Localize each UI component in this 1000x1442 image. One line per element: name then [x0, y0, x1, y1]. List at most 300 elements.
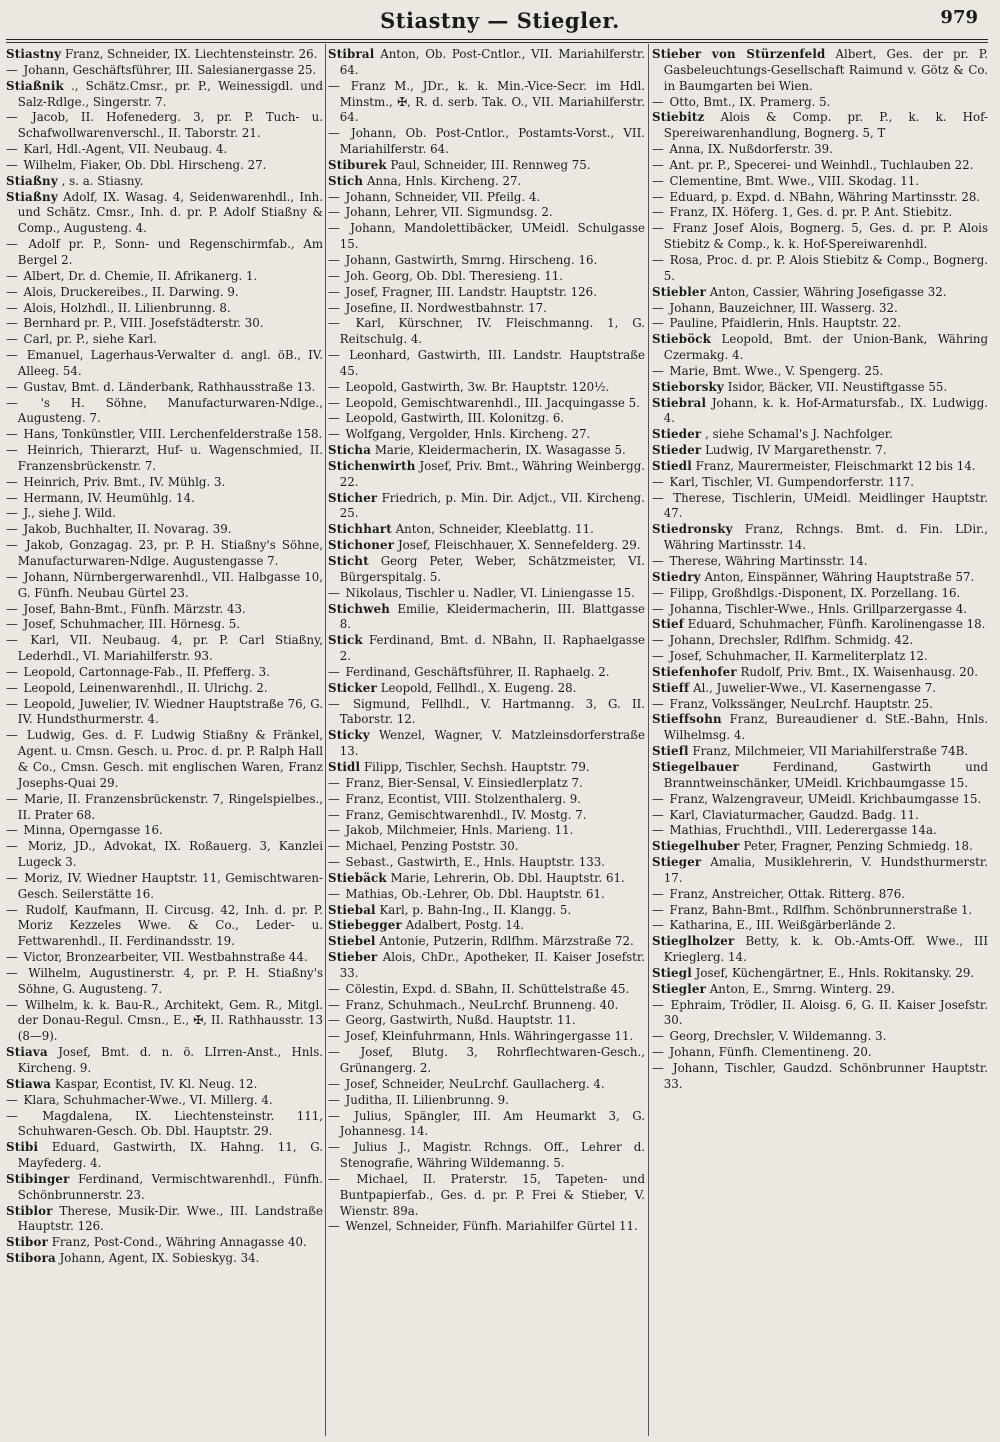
directory-entry [6, 110, 323, 142]
continuation-dash: — [328, 696, 340, 711]
entry-text: Karl, Tischler, VI. Gumpendorferstr. 117. [669, 474, 915, 489]
directory-entry [328, 158, 645, 174]
entry-text: Leopold, Fellhdl., X. Eugeng. 28. [380, 680, 577, 695]
directory-entry [328, 427, 645, 443]
entry-text: Mathias, Ob.-Lehrer, Ob. Dbl. Hauptstr. 61. [345, 886, 605, 901]
continuation-dash: — [6, 823, 18, 838]
entry-text: Rudolf, Kaufmann, II. Circusg. 42, Inh. d. pr. P. Moriz Kezzeles Wwe. & Co., Leder- u. Fettwarenhdl., II. Ferdinandsstr. 19. [17, 902, 323, 949]
directory-entry [6, 538, 323, 570]
entry-text: Joh. Georg, Ob. Dbl. Theresieng. 11. [345, 268, 563, 283]
entry-text: Kaspar, Econtist, IV. Kl. Neug. 12. [54, 1076, 258, 1091]
entry-text: Franz, Anstreicher, Ottak. Ritterg. 876. [669, 886, 905, 901]
continuation-dash: — [328, 316, 340, 331]
entry-surname: Stiebäck [328, 870, 387, 885]
entry-surname: Stiebral [652, 395, 707, 410]
directory-entry [6, 427, 323, 443]
directory-entry [6, 1172, 323, 1204]
continuation-dash: — [328, 886, 340, 901]
directory-entry [652, 823, 988, 839]
continuation-dash: — [6, 633, 18, 648]
directory-entry [652, 760, 988, 792]
continuation-dash: — [652, 221, 664, 236]
directory-entry [328, 998, 645, 1014]
entry-text: Josef, Schuhmacher, II. Karmeliterplatz 12. [669, 649, 928, 664]
directory-entry [328, 1013, 645, 1029]
entry-text: Johann, Gastwirth, Smrng. Hirscheng. 16. [345, 252, 598, 267]
entry-surname: Stiegl [652, 965, 692, 980]
directory-entry [6, 1109, 323, 1141]
continuation-dash: — [328, 1029, 340, 1044]
entry-text: Franz, Schuhmach., NeuLrchf. Brunneng. 40. [345, 997, 619, 1012]
entry-text: Amalia, Musiklehrerin, V. Hundsthurmerstr. 17. [663, 855, 988, 885]
entry-text: Franz, Bahn-Bmt., Rdlfhm. Schönbrunnerstraße 1. [669, 902, 973, 917]
directory-entry [6, 1077, 323, 1093]
continuation-dash: — [328, 981, 340, 996]
entry-text: Adolf, IX. Wasag. 4, Seidenwarenhdl., Inh. und Schätz. Cmsr., Inh. d. pr. P. Adolf Stiaßny & Comp., Augusteng. 4. [17, 189, 323, 236]
entry-surname: Stiaßny [6, 173, 58, 188]
continuation-dash: — [328, 395, 340, 410]
entry-text: Filipp, Tischler, Sechsh. Hauptstr. 79. [363, 759, 590, 774]
directory-entry [6, 966, 323, 998]
entry-surname: Stiburek [328, 157, 387, 172]
directory-entry [328, 982, 645, 998]
entry-text: Paul, Schneider, III. Rennweg 75. [390, 157, 591, 172]
directory-entry [328, 1045, 645, 1077]
entry-text: Therese, Währing Martinsstr. 14. [669, 554, 868, 568]
directory-entry [328, 602, 645, 634]
entry-surname: Stibral [328, 47, 375, 61]
directory-entry [328, 411, 645, 427]
directory-entry [328, 934, 645, 950]
entry-text: Johann, Bauzeichner, III. Wasserg. 32. [669, 300, 898, 315]
page-header [0, 4, 1000, 38]
entry-text: Leopold, Leinenwarenhdl., II. Ulrichg. 2. [23, 680, 268, 695]
entry-text: Anton, E., Smrng. Winterg. 29. [709, 981, 895, 996]
directory-entry [328, 633, 645, 665]
continuation-dash: — [6, 791, 18, 806]
continuation-dash: — [328, 221, 340, 236]
continuation-dash: — [652, 1045, 664, 1060]
continuation-dash: — [6, 474, 18, 489]
directory-entry [652, 190, 988, 206]
continuation-dash: — [328, 205, 340, 220]
entry-surname: Stiaßnik [6, 78, 64, 93]
continuation-dash: — [328, 252, 340, 267]
directory-entry [328, 47, 645, 79]
entry-surname: Stieder [652, 443, 702, 458]
directory-entry [328, 871, 645, 887]
entry-text: Josef, Fragner, III. Landstr. Hauptstr. 126. [345, 284, 597, 299]
entry-text: Ludwig, IV Margarethenstr. 7. [705, 443, 887, 458]
entry-text: Gustav, Bmt. d. Länderbank, Rathhausstraße 13. [23, 379, 316, 394]
continuation-dash: — [6, 284, 18, 299]
entry-text: Leopold, Juwelier, IV. Wiedner Hauptstraße 76, G. IV. Hundsthurmerstr. 4. [17, 696, 323, 727]
directory-entry [6, 47, 323, 63]
entry-text: Josef, Priv. Bmt., Währing Weinbergg. 22. [339, 458, 645, 489]
continuation-dash: — [6, 300, 18, 315]
continuation-dash: — [328, 411, 340, 426]
entry-text: Ferdinand, Vermischtwarenhdl., Fünfh. Schönbrunnerstr. 23. [17, 1171, 323, 1202]
continuation-dash: — [328, 775, 340, 790]
directory-entry [328, 1077, 645, 1093]
directory-entry [6, 348, 323, 380]
column-1 [6, 47, 323, 1438]
directory-entry [328, 697, 645, 729]
continuation-dash: — [328, 427, 340, 442]
directory-entry [6, 443, 323, 475]
directory-entry [328, 316, 645, 348]
entry-text: Franz, Post-Cond., Währing Annagasse 40. [51, 1235, 307, 1250]
directory-entry [6, 491, 323, 507]
continuation-dash: — [328, 78, 340, 93]
directory-entry [328, 586, 645, 602]
directory-entry [652, 427, 988, 443]
entry-text: Michael, II. Praterstr. 15, Tapeten- und Buntpapierfab., Ges. d. pr. P. Frei & Stieber, V. Wienstr. 89a. [339, 1171, 645, 1218]
directory-entry [652, 301, 988, 317]
entry-text: Jakob, Buchhalter, II. Novarag. 39. [23, 522, 232, 537]
entry-text: Bernhard pr. P., VIII. Josefstädterstr. 30. [23, 316, 264, 331]
continuation-dash: — [6, 395, 18, 410]
directory-entry [6, 174, 323, 190]
continuation-dash: — [6, 965, 18, 980]
entry-text: Heinrich, Priv. Bmt., IV. Mühlg. 3. [23, 474, 226, 489]
entry-surname: Stich [328, 173, 364, 188]
directory-entry [328, 269, 645, 285]
entry-text: Leopold, Gastwirth, 3w. Br. Hauptstr. 120½. [345, 379, 610, 394]
continuation-dash: — [328, 1092, 340, 1107]
continuation-dash: — [652, 696, 664, 711]
continuation-dash: — [328, 1219, 340, 1234]
entry-text: Ferdinand, Bmt. d. NBahn, II. Raphaelgasse 2. [339, 633, 645, 664]
directory-entry [6, 63, 323, 79]
entry-surname: Stiastny [6, 47, 62, 61]
column-divider [325, 44, 326, 1436]
directory-entry [652, 697, 988, 713]
entry-text: Anton, Schneider, Kleeblattg. 11. [395, 522, 594, 537]
directory-entry [6, 506, 323, 522]
entry-text: Karl, Kürschner, IV. Fleischmanng. 1, G. Reitschulg. 4. [339, 316, 645, 347]
continuation-dash: — [328, 189, 340, 204]
entry-text: Eduard, Gastwirth, IX. Hahng. 11, G. Mayfederg. 4. [17, 1140, 323, 1171]
directory-entry [328, 126, 645, 158]
entry-text: Johann, Ob. Post-Cntlor., Postamts-Vorst., VII. Mariahilferstr. 64. [339, 126, 645, 157]
entry-text: Rudolf, Priv. Bmt., IX. Waisenhausg. 20. [740, 664, 979, 679]
directory-entry [328, 396, 645, 412]
entry-text: Victor, Bronzearbeiter, VII. Westbahnstraße 44. [23, 950, 308, 965]
directory-entry [6, 1204, 323, 1236]
entry-surname: Stibora [6, 1251, 56, 1266]
continuation-dash: — [652, 1029, 664, 1044]
continuation-dash: — [328, 585, 340, 600]
entry-text: Leonhard, Gastwirth, III. Landstr. Hauptstraße 45. [339, 348, 645, 378]
entry-text: Friedrich, p. Min. Dir. Adjct., VII. Kircheng. 25. [339, 490, 645, 521]
directory-entry [6, 1235, 323, 1251]
entry-surname: Sticky [328, 728, 370, 743]
entry-text: Alois, ChDr., Apotheker, II. Kaiser Josefstr. 33. [339, 950, 645, 980]
directory-entry [652, 744, 988, 760]
entry-text: Ant. pr. P., Specerei- und Weinhdl., Tuchlauben 22. [669, 157, 974, 172]
entry-surname: Stibinger [6, 1171, 70, 1186]
continuation-dash: — [328, 807, 340, 822]
directory-entry [652, 903, 988, 919]
directory-entry [6, 396, 323, 428]
directory-entry [6, 792, 323, 824]
continuation-dash: — [6, 443, 18, 458]
entry-surname: Stieger [652, 855, 702, 870]
directory-entry [328, 522, 645, 538]
entry-surname: Stiebal [328, 902, 376, 917]
entry-surname: Stief [652, 617, 685, 632]
continuation-dash: — [328, 1045, 340, 1060]
entry-text: Josef, Bmt. d. n. ö. LIrren-Anst., Hnls. Kircheng. 9. [17, 1045, 323, 1075]
entry-text: ., Schätz.Cmsr., pr. P., Weinessigdl. und Salz-Rdlge., Singerstr. 7. [17, 78, 323, 109]
directory-entry [652, 285, 988, 301]
entry-text: Anna, Hnls. Kircheng. 27. [366, 173, 522, 188]
directory-entry [328, 1029, 645, 1045]
entry-text: Franz, Milchmeier, VII Mariahilferstraße 74B. [692, 744, 969, 759]
entry-text: Johann, Geschäftsführer, III. Salesianergasse 25. [23, 62, 317, 77]
continuation-dash: — [6, 1092, 18, 1107]
entry-surname: Stiegler [652, 981, 707, 996]
entry-surname: Stiegelhuber [652, 839, 740, 854]
continuation-dash: — [652, 601, 664, 616]
directory-entry [652, 855, 988, 887]
continuation-dash: — [652, 300, 664, 315]
continuation-dash: — [652, 94, 664, 109]
entry-text: Josef, Schneider, NeuLrchf. Gaullacherg. 4. [345, 1076, 605, 1091]
continuation-dash: — [6, 839, 18, 854]
entry-text: Ferdinand, Geschäftsführer, II. Raphaelg. 2. [345, 664, 610, 679]
entry-text: Johann, Schneider, VII. Pfeilg. 4. [345, 189, 541, 204]
directory-entry [6, 839, 323, 871]
entry-text: Peter, Fragner, Penzing Schmiedg. 18. [743, 839, 973, 854]
directory-entry [6, 728, 323, 791]
directory-entry [652, 602, 988, 618]
directory-entry [328, 808, 645, 824]
continuation-dash: — [652, 918, 664, 933]
entry-surname: Sticha [328, 443, 372, 458]
continuation-dash: — [652, 490, 664, 505]
continuation-dash: — [328, 855, 340, 870]
entry-text: Jakob, Milchmeier, Hnls. Marieng. 11. [345, 823, 574, 838]
continuation-dash: — [6, 538, 18, 553]
directory-entry [6, 237, 323, 269]
directory-entry [652, 110, 988, 142]
entry-text: Jacob, II. Hofenederg. 3, pr. P. Tuch- u. Schafwollwarenverschl., II. Taborstr. 21. [17, 110, 323, 141]
entry-text: Alois & Comp. pr. P., k. k. Hof-Spereiwarenhandlung, Bognerg. 5, T [663, 110, 988, 141]
entry-surname: Stieber [328, 950, 378, 965]
entry-surname: Stichenwirth [328, 458, 416, 473]
continuation-dash: — [652, 363, 664, 378]
entry-surname: Stieffsohn [652, 712, 722, 727]
directory-entry [328, 728, 645, 760]
entry-text: Josef, Blutg. 3, Rohrflechtwaren-Gesch., Grünangerg. 2. [339, 1045, 645, 1075]
continuation-dash: — [328, 1140, 340, 1155]
directory-entry [328, 538, 645, 554]
directory-entry [652, 617, 988, 633]
continuation-dash: — [6, 142, 18, 157]
continuation-dash: — [652, 649, 664, 664]
entry-text: Karl, p. Bahn-Ing., II. Klangg. 5. [379, 902, 572, 917]
entry-text: Franz, IX. Höferg. 1, Ges. d. pr. P. Ant. Stiebitz. [669, 205, 953, 220]
continuation-dash: — [6, 1108, 18, 1123]
directory-entry [6, 285, 323, 301]
entry-text: Georg, Drechsler, V. Wildemanng. 3. [669, 1029, 887, 1044]
directory-entry [6, 1140, 323, 1172]
continuation-dash: — [328, 1108, 340, 1123]
entry-surname: Sticht [328, 554, 369, 568]
continuation-dash: — [6, 680, 18, 695]
entry-text: Marie, Kleidermacherin, IX. Wasagasse 5. [374, 443, 626, 458]
continuation-dash: — [6, 268, 18, 283]
entry-text: Johann, Nürnbergerwarenhdl., VII. Halbgasse 10, G. Fünfh. Neubau Gürtel 23. [17, 569, 323, 600]
entry-text: Heinrich, Thierarzt, Huf- u. Wagenschmied, II. Franzensbrückenstr. 7. [17, 443, 323, 473]
directory-entry [328, 491, 645, 523]
directory-entry [328, 348, 645, 380]
continuation-dash: — [6, 950, 18, 965]
entry-text: Wilhelm, Fiaker, Ob. Dbl. Hirscheng. 27. [23, 157, 267, 172]
continuation-dash: — [6, 110, 18, 125]
entry-text: Albert, Ges. der pr. P. Gasbeleuchtungs-Gesellschaft Raimund v. Götz & Co. in Baumgarten bei Wien. [663, 47, 988, 93]
entry-surname: Stiebegger [328, 918, 402, 933]
entry-text: , siehe Schamal's J. Nachfolger. [705, 427, 893, 442]
entry-surname: Stiava [6, 1045, 48, 1060]
directory-entry [6, 697, 323, 729]
continuation-dash: — [6, 379, 18, 394]
entry-text: Rosa, Proc. d. pr. P. Alois Stiebitz & Comp., Bognerg. 5. [663, 252, 988, 283]
directory-entry [6, 1251, 323, 1267]
directory-entry [328, 554, 645, 586]
directory-entry [652, 554, 988, 570]
directory-entry [6, 998, 323, 1046]
entry-text: Franz, Gemischtwarenhdl., IV. Mostg. 7. [345, 807, 587, 822]
continuation-dash: — [328, 300, 340, 315]
entry-text: Ludwig, Ges. d. F. Ludwig Stiaßny & Fränkel, Agent. u. Cmsn. Gesch. u. Proc. d. pr. P. Ralph Hall & Co., Cmsn. Gesch. mit englischen Waren, Franz Josephs-Quai 29. [17, 728, 323, 790]
header-rule-thin [6, 42, 988, 43]
continuation-dash: — [652, 142, 664, 157]
entry-text: Johann, k. k. Hof-Armatursfab., IX. Ludwigg. 4. [663, 395, 988, 426]
entry-text: Anna, IX. Nußdorferstr. 39. [669, 142, 833, 157]
directory-entry [328, 1219, 645, 1235]
entry-text: Leopold, Bmt. der Union-Bank, Währing Czermakg. 4. [663, 332, 988, 363]
entry-text: Franz, Rchngs. Bmt. d. Fin. LDir., Währing Martinsstr. 14. [663, 522, 988, 553]
continuation-dash: — [328, 379, 340, 394]
entry-text: Therese, Musik-Dir. Wwe., III. Landstraße Hauptstr. 126. [17, 1203, 323, 1234]
continuation-dash: — [652, 791, 664, 806]
directory-entry [652, 47, 988, 95]
continuation-dash: — [652, 474, 664, 489]
directory-entry [652, 681, 988, 697]
entry-surname: Stieböck [652, 332, 712, 347]
continuation-dash: — [6, 237, 18, 252]
entry-text: Ephraim, Trödler, II. Aloisg. 6, G. II. Kaiser Josefstr. 30. [663, 997, 988, 1028]
entry-text: Michael, Penzing Poststr. 30. [345, 839, 519, 854]
directory-entry [652, 174, 988, 190]
continuation-dash: — [6, 157, 18, 172]
entry-text: Karl, VII. Neubaug. 4, pr. P. Carl Stiaßny, Lederhdl., VI. Mariahilferstr. 93. [17, 633, 323, 664]
entry-text: Johann, Lehrer, VII. Sigmundsg. 2. [345, 205, 553, 220]
directory-entry [652, 982, 988, 998]
entry-text: Johann, Agent, IX. Sobieskyg. 34. [59, 1251, 260, 1266]
directory-entry [652, 380, 988, 396]
directory-entry [328, 79, 645, 127]
continuation-dash: — [328, 284, 340, 299]
entry-text: Marie, Lehrerin, Ob. Dbl. Hauptstr. 61. [390, 870, 625, 885]
entry-text: Adolf pr. P., Sonn- und Regenschirmfab., Am Bergel 2. [17, 237, 323, 267]
directory-entry [6, 1093, 323, 1109]
entry-surname: Stichoner [328, 538, 395, 553]
directory-entry [6, 1045, 323, 1077]
entry-text: Wilhelm, Augustinerstr. 4, pr. P. H. Stiaßny's Söhne, G. Augusteng. 7. [17, 965, 323, 996]
entry-text: Albert, Dr. d. Chemie, II. Afrikanerg. 1. [23, 268, 258, 283]
entry-text: Alois, Druckereibes., II. Darwing. 9. [23, 284, 239, 299]
entry-text: Moriz, IV. Wiedner Hauptstr. 11, Gemischtwaren-Gesch. Seilerstätte 16. [17, 870, 323, 901]
directory-entry [6, 633, 323, 665]
column-2 [328, 47, 645, 1438]
entry-text: Minna, Operngasse 16. [23, 823, 163, 838]
entry-text: Franz, Schneider, IX. Liechtensteinstr. 26. [64, 47, 318, 61]
continuation-dash: — [328, 823, 340, 838]
entry-text: Emanuel, Lagerhaus-Verwalter d. angl. öB., IV. Alleeg. 54. [17, 348, 323, 378]
directory-entry [6, 681, 323, 697]
continuation-dash: — [652, 807, 664, 822]
continuation-dash: — [6, 997, 18, 1012]
entry-surname: Stiedronsky [652, 522, 733, 537]
entry-surname: Stiefenhofer [652, 664, 737, 679]
entry-text: Josef, Küchengärtner, E., Hnls. Rokitansky. 29. [695, 965, 975, 980]
entry-text: , s. a. Stiasny. [61, 173, 144, 188]
entry-text: Mathias, Fruchthdl., VIII. Lederergasse 14a. [669, 823, 937, 838]
continuation-dash: — [328, 1076, 340, 1091]
continuation-dash: — [652, 205, 664, 220]
directory-entry [328, 1140, 645, 1172]
directory-entry [328, 174, 645, 190]
entry-text: Johanna, Tischler-Wwe., Hnls. Grillparzergasse 4. [669, 601, 968, 616]
entry-text: Emilie, Kleidermacherin, III. Blattgasse 8. [339, 601, 645, 632]
entry-text: Juditha, II. Lilienbrunng. 9. [345, 1092, 509, 1107]
entry-surname: Stiedl [652, 458, 692, 473]
entry-text: Antonie, Putzerin, Rdlfhm. Märzstraße 72. [379, 934, 634, 949]
entry-surname: Stiebler [652, 284, 707, 299]
entry-text: Leopold, Gastwirth, III. Kolonitzg. 6. [345, 411, 565, 426]
continuation-dash: — [328, 664, 340, 679]
entry-text: Eduard, Schuhmacher, Fünfh. Karolinengasse 18. [687, 617, 986, 632]
directory-entry [652, 1061, 988, 1093]
entry-text: Magdalena, IX. Liechtensteinstr. 111, Schuhwaren-Gesch. Ob. Dbl. Hauptstr. 29. [17, 1108, 323, 1139]
entry-surname: Stiaßny [6, 189, 58, 204]
entry-surname: Stiebel [328, 934, 376, 949]
directory-entry [328, 443, 645, 459]
continuation-dash: — [652, 823, 664, 838]
directory-entry [328, 1109, 645, 1141]
directory-entry [652, 887, 988, 903]
entry-text: Eduard, p. Expd. d. NBahn, Währing Martinsstr. 28. [669, 189, 981, 204]
directory-entry [652, 633, 988, 649]
continuation-dash: — [6, 490, 18, 505]
directory-entry [6, 142, 323, 158]
directory-entry [652, 221, 988, 253]
directory-entry [6, 871, 323, 903]
entry-text: Josef, Fleischhauer, X. Sennefelderg. 29. [397, 538, 641, 553]
entry-text: Josef, Kleinfuhrmann, Hnls. Währingergasse 11. [345, 1029, 634, 1044]
continuation-dash: — [652, 997, 664, 1012]
page-number: 979 [940, 7, 978, 28]
entry-text: Adalbert, Postg. 14. [405, 918, 525, 933]
entry-surname: Stiebitz [652, 110, 705, 125]
entry-text: Franz, Bureaudiener d. StE.-Bahn, Hnls. Wilhelmsg. 4. [663, 712, 988, 743]
directory-entry [6, 380, 323, 396]
directory-entry [6, 950, 323, 966]
